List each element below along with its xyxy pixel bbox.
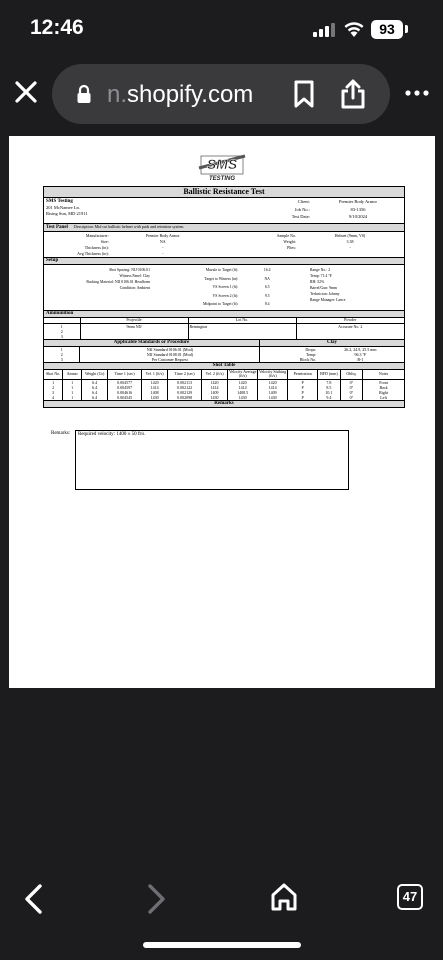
- url-domain: shopify.com: [127, 81, 254, 108]
- test-panel-header: [44, 224, 404, 232]
- more-options-icon[interactable]: [404, 88, 430, 98]
- clay-1-label: Drops:: [305, 346, 317, 352]
- shot-4-cell-1: 1: [63, 395, 82, 400]
- shot-1-cell-6: 1420: [201, 379, 227, 385]
- table-row: [44, 334, 404, 339]
- standards-clay-header: [44, 340, 404, 347]
- url-prefix: n.: [107, 81, 128, 108]
- shot-2-cell-10: 8.5: [318, 385, 340, 390]
- lock-icon: [76, 84, 92, 104]
- date-value: 9/10/2024: [348, 214, 368, 220]
- shot-1-cell-3: 0.004577: [108, 379, 142, 385]
- std-1-num: 1: [44, 347, 80, 352]
- shot-col-2: Weight (Gr): [82, 370, 108, 380]
- setup-header: [44, 258, 404, 265]
- remarks-label: Remarks:: [51, 431, 71, 436]
- shot-col-11: Obliq.: [340, 370, 362, 380]
- ammunition-table-row: [44, 318, 404, 340]
- shot-table-row: [44, 370, 404, 401]
- test-panel-details: [44, 232, 404, 258]
- shot-2-cell-7: 1414: [228, 385, 258, 390]
- setup-details: [44, 265, 404, 311]
- shot-2-cell-4: 1414: [141, 385, 167, 390]
- shot-3-cell-2: 6.4: [82, 390, 108, 395]
- ammo-col-lot: Lot No.: [188, 318, 296, 323]
- bookmark-icon[interactable]: [293, 80, 315, 108]
- browser-url-row: [0, 62, 443, 126]
- shot-1-cell-4: 1420: [141, 379, 167, 385]
- shot-col-0: Shot No.: [44, 370, 63, 380]
- ammo-col-projectile: Projectile: [80, 318, 188, 323]
- shot-col-4: Vel. 1 (ft/s): [141, 370, 167, 380]
- setup-shot-spacing: Shot Spacing: NIJ 0106.01: [109, 268, 150, 272]
- clay-1-value: 26.2, 24.9, 25.5 mm: [344, 346, 377, 352]
- shot-3-cell-5: 0.002129: [168, 390, 202, 395]
- close-icon[interactable]: [12, 78, 40, 106]
- shot-4-cell-5: 0.002098: [168, 395, 202, 400]
- wifi-icon: [343, 20, 365, 38]
- logo-sms-text: SMS: [206, 156, 238, 172]
- ammunition-title: Ammunition: [44, 311, 404, 317]
- shot-3-cell-9: P: [288, 390, 318, 395]
- setup-witness-panel: Witness Panel: Clay: [119, 274, 150, 278]
- home-indicator: [143, 942, 301, 948]
- ammunition-table: [44, 318, 404, 339]
- ammo-3-num: 3: [44, 334, 80, 339]
- ammo-col-powder: Powder: [296, 318, 404, 323]
- setup-range: Range No.: 2: [310, 268, 331, 272]
- shot-3-cell-0: 3: [44, 390, 63, 395]
- std-3-num: 3: [44, 357, 80, 362]
- shot-2-cell-6: 1414: [201, 385, 227, 390]
- vs2-value: 9.5: [264, 293, 270, 298]
- shot-1-cell-7: 1420: [228, 379, 258, 385]
- shot-4-cell-2: 6.4: [82, 395, 108, 400]
- vs1-value: 6.5: [264, 285, 270, 290]
- ammo-2-num: 2: [44, 329, 80, 334]
- shot-4-cell-7: 1430: [228, 395, 258, 400]
- standards-clay-table-row: [44, 347, 404, 363]
- status-bar: [0, 0, 443, 60]
- shot-col-12: Notes: [363, 370, 404, 380]
- setup-title: Setup: [44, 258, 404, 264]
- setup-range-manager: Range Manager: Lance: [310, 298, 346, 302]
- shot-2-cell-5: 0.002122: [168, 385, 202, 390]
- plies-value: -: [349, 245, 351, 250]
- shot-3-cell-11: 0°: [340, 390, 362, 395]
- vs1-label: VS Screen 1 (ft):: [212, 285, 239, 290]
- setup-barrel: Barrel/Gun: 9mm: [310, 286, 337, 290]
- home-icon[interactable]: [270, 881, 298, 913]
- shot-3-cell-7: 1408.5: [228, 390, 258, 395]
- shot-1-cell-5: 0.002113: [168, 379, 202, 385]
- manufacturer-value: Premier Body Armor: [145, 233, 180, 238]
- shot-3-cell-12: Right: [379, 389, 389, 395]
- setup-backing-material: Backing Material: NIJ 0106.01 Headform: [86, 280, 150, 284]
- shot-col-10: BFD (mm): [318, 370, 340, 380]
- shot-3-cell-8: 1409: [258, 390, 288, 395]
- shot-1-cell-11: 0°: [340, 379, 362, 385]
- setup-technician: Technician: Johnny: [310, 292, 340, 296]
- ammo-1-num: 1: [44, 323, 80, 329]
- weight-value: 3.38: [346, 239, 354, 244]
- std-1-name: NIJ Standard 0106.01 (Mod): [80, 347, 260, 352]
- shot-col-1: Ammo: [63, 370, 82, 380]
- avg-thickness-value: -: [162, 251, 164, 256]
- clay-3-value: B-1: [357, 356, 364, 362]
- shot-1-cell-8: 1420: [258, 379, 288, 385]
- company-address-1: 201 McNamee Ln.: [46, 205, 80, 210]
- ammo-1-lot: Remington: [188, 323, 296, 329]
- shot-3-cell-1: 1: [63, 390, 82, 395]
- battery-icon: 93: [371, 20, 403, 39]
- setup-rh: RH: 52%: [310, 280, 325, 284]
- test-panel-title: Test Panel: [46, 225, 68, 230]
- std-3-name: Per Customer Request: [80, 357, 260, 362]
- shot-4-cell-9: P: [288, 395, 318, 400]
- muzzle-value: 16.4: [263, 268, 271, 272]
- shot-4-cell-8: 1430: [258, 395, 288, 400]
- shot-1-cell-10: 7.8: [318, 379, 340, 385]
- shot-2-cell-9: P: [288, 385, 318, 390]
- standards-clay-table: [44, 347, 404, 362]
- clay-3-label: Block No.: [299, 356, 317, 362]
- shot-table-header: [44, 363, 404, 370]
- tabs-button[interactable]: 47: [397, 884, 423, 910]
- shot-2-cell-12: Back: [379, 384, 388, 390]
- remarks-title: Remarks: [44, 401, 404, 407]
- ammo-3-lot: [188, 334, 296, 339]
- shot-4-cell-10: 9.4: [318, 395, 340, 400]
- target-value: NA: [264, 276, 270, 281]
- size-label: Size:: [100, 239, 109, 244]
- shot-3-cell-3: 0.004616: [108, 390, 142, 395]
- job-value: 83-1356: [350, 206, 366, 212]
- company-client-row: [44, 198, 404, 224]
- setup-temp: Temp: 71.4 °F: [310, 274, 332, 278]
- battery-tip: [405, 25, 408, 33]
- size-value: NA: [159, 239, 166, 244]
- target-label: Target to Witness (in):: [204, 276, 239, 281]
- setup-condition: Condition: Ambient: [119, 286, 150, 290]
- report-title-row: [44, 187, 404, 198]
- url-bar[interactable]: [52, 64, 390, 124]
- ammo-1-projectile: 9mm NIJ: [80, 323, 188, 329]
- shot-4-cell-11: 0°: [340, 395, 362, 400]
- forward-icon[interactable]: [146, 883, 168, 915]
- logo-testing-text: TESTING: [208, 176, 236, 182]
- shot-1-cell-12: Front: [379, 379, 388, 385]
- shot-1-cell-1: 1: [63, 379, 82, 385]
- thickness-value: -: [162, 245, 164, 250]
- clay-2-label: Temp:: [306, 351, 317, 357]
- date-label: Test Date:: [291, 214, 310, 220]
- shot-1-cell-9: P: [288, 379, 318, 385]
- muzzle-label: Muzzle to Target (ft):: [205, 268, 239, 272]
- remarks-box: [75, 430, 349, 490]
- shot-2-cell-8: 1414: [258, 385, 288, 390]
- shot-table-columns: [44, 370, 404, 380]
- report-sheet: [43, 186, 405, 408]
- shot-2-cell-0: 2: [44, 385, 63, 390]
- client-label: Client:: [297, 199, 310, 204]
- back-icon[interactable]: [22, 883, 44, 915]
- shot-col-9: Penetration: [288, 370, 318, 380]
- shot-table: [44, 370, 404, 400]
- vs2-label: VS Screen 2 (ft):: [212, 293, 239, 298]
- company-address-2: Rising Sun, MD 21911: [46, 210, 88, 216]
- shot-col-6: Vel. 2 (ft/s): [201, 370, 227, 380]
- standards-title: Applicable Standards or Procedure: [44, 340, 260, 346]
- shot-3-cell-10: 10.1: [318, 390, 340, 395]
- ammo-3-powder: [296, 334, 404, 339]
- shot-2-cell-2: 6.4: [82, 385, 108, 390]
- shot-col-7: Velocity Average (ft/s): [228, 368, 257, 378]
- clay-title: Clay: [260, 340, 404, 346]
- std-2-name: NIJ Standard 0108.01 (Mod): [80, 352, 260, 357]
- sample-value: Helmet (9mm, V0): [334, 233, 366, 238]
- remarks-section: [51, 430, 351, 490]
- thickness-label: Thickness (in):: [84, 245, 109, 250]
- shot-2-cell-11: 0°: [340, 385, 362, 390]
- remarks-text: Required velocity: 1400 ± 50 ft/s.: [78, 432, 146, 437]
- weight-label: Weight:: [283, 239, 296, 244]
- shot-3-cell-6: 1409: [201, 390, 227, 395]
- shot-2-cell-1: 1: [63, 385, 82, 390]
- clay-2-value: 96.3 °F: [354, 351, 367, 357]
- share-icon[interactable]: [340, 78, 366, 110]
- shot-4-cell-3: 0.004545: [108, 395, 142, 400]
- url-text: [107, 81, 253, 109]
- test-panel-description: Description: Mid cut ballistic helmet with pads and retention system.: [73, 224, 185, 229]
- shot-col-5: Time 2 (sec): [168, 370, 202, 380]
- remarks-header: [44, 401, 404, 407]
- client-value: Premier Body Armor: [339, 199, 377, 204]
- shot-1-cell-0: 1: [44, 379, 63, 385]
- midpoint-value: 8.4: [264, 302, 270, 307]
- shot-4-cell-0: 4: [44, 395, 63, 400]
- shot-table-title: Shot Table: [44, 363, 404, 369]
- company-name: SMS Testing: [46, 199, 73, 204]
- browser-toolbar: [0, 868, 443, 928]
- shot-1-cell-2: 6.4: [82, 379, 108, 385]
- sms-testing-logo: [195, 148, 249, 182]
- table-row: [44, 357, 404, 362]
- shot-2-cell-3: 0.004597: [108, 385, 142, 390]
- table-row: [44, 395, 404, 400]
- shot-4-cell-12: Left: [380, 394, 387, 400]
- shot-col-8: Velocity Striking (ft/s): [259, 368, 287, 378]
- shot-4-cell-4: 1430: [141, 395, 167, 400]
- avg-thickness-label: Avg Thickness (in):: [77, 251, 109, 256]
- document-page: [9, 136, 435, 688]
- shot-col-3: Time 1 (sec): [108, 370, 142, 380]
- ammo-3-projectile: [80, 334, 188, 339]
- shot-4-cell-6: 1430: [201, 395, 227, 400]
- status-time: 12:46: [30, 16, 84, 39]
- plies-label: Plies:: [287, 245, 296, 250]
- cellular-signal-icon: [313, 22, 337, 37]
- manufacturer-label: Manufacturer:: [85, 233, 109, 238]
- sample-label: Sample No.: [277, 233, 296, 238]
- midpoint-label: Midpoint to Target (ft):: [203, 302, 239, 307]
- shot-3-cell-4: 1408: [141, 390, 167, 395]
- std-2-num: 2: [44, 352, 80, 357]
- report-title: Ballistic Resistance Test: [183, 187, 265, 196]
- job-label: Job No.:: [294, 206, 310, 212]
- ammo-1-powder: Accurate No. 2: [338, 323, 363, 329]
